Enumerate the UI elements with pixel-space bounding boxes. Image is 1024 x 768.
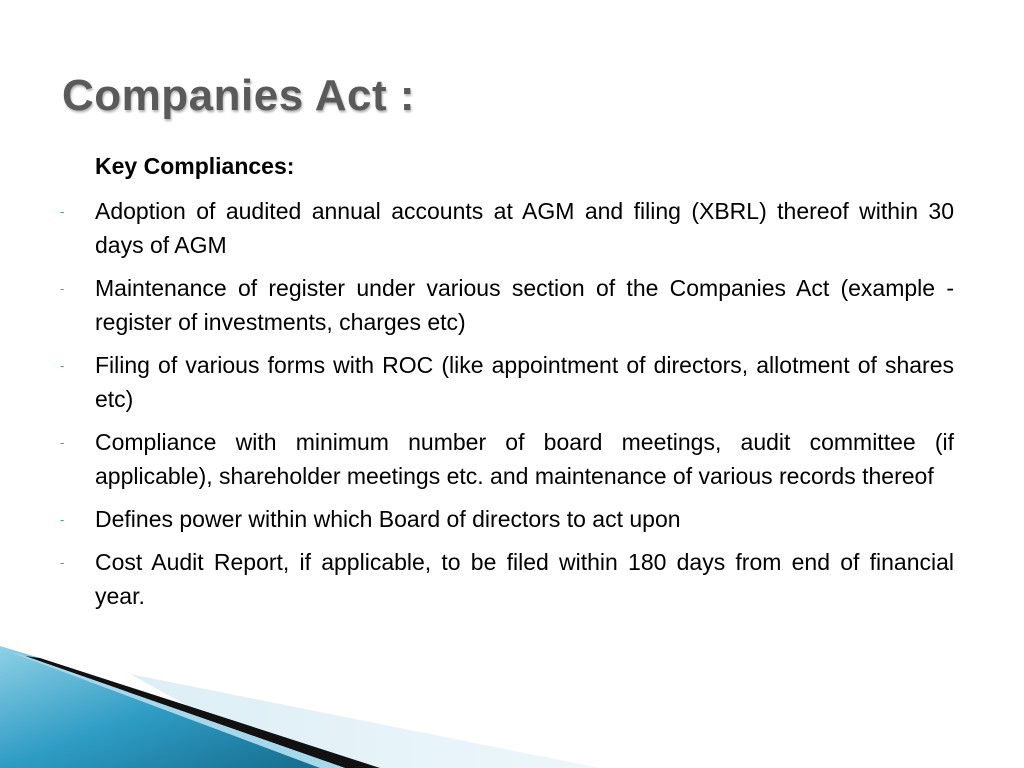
list-item <box>60 271 954 339</box>
bullet-dash-icon: - <box>60 511 65 527</box>
list-item <box>60 348 954 416</box>
key-compliances-heading: Key Compliances: <box>95 153 295 179</box>
bullet-dash-icon: - <box>60 554 65 570</box>
bullet-dash-icon: - <box>60 280 65 296</box>
slide-content <box>60 152 954 622</box>
list-item <box>60 425 954 493</box>
bullet-dash-icon: - <box>60 203 65 219</box>
list-item-text: Defines power within which Board of directors to act upon <box>95 505 681 532</box>
list-item-text: Filing of various forms with ROC (like appointment of directors, allotment of shares etc) <box>95 351 954 412</box>
list-item-text: Compliance with minimum number of board meetings, audit committee (if applicable), shareholder meetings etc. and maintenance of various records thereof <box>95 428 954 489</box>
slide-title: Companies Act : <box>62 71 416 120</box>
compliance-list <box>60 194 954 613</box>
list-item-text: Maintenance of register under various section of the Companies Act (example - register of investments, charges etc) <box>95 274 954 335</box>
list-item-text: Cost Audit Report, if applicable, to be filed within 180 days from end of financial year. <box>95 548 954 609</box>
bullet-dash-icon: - <box>60 434 65 450</box>
list-item-text: Adoption of audited annual accounts at AGM and filing (XBRL) thereof within 30 days of AGM <box>95 197 954 258</box>
list-item <box>60 545 954 613</box>
list-item <box>60 502 954 536</box>
bullet-dash-icon: - <box>60 357 65 373</box>
wave-decoration <box>0 646 1024 768</box>
list-item <box>60 194 954 262</box>
